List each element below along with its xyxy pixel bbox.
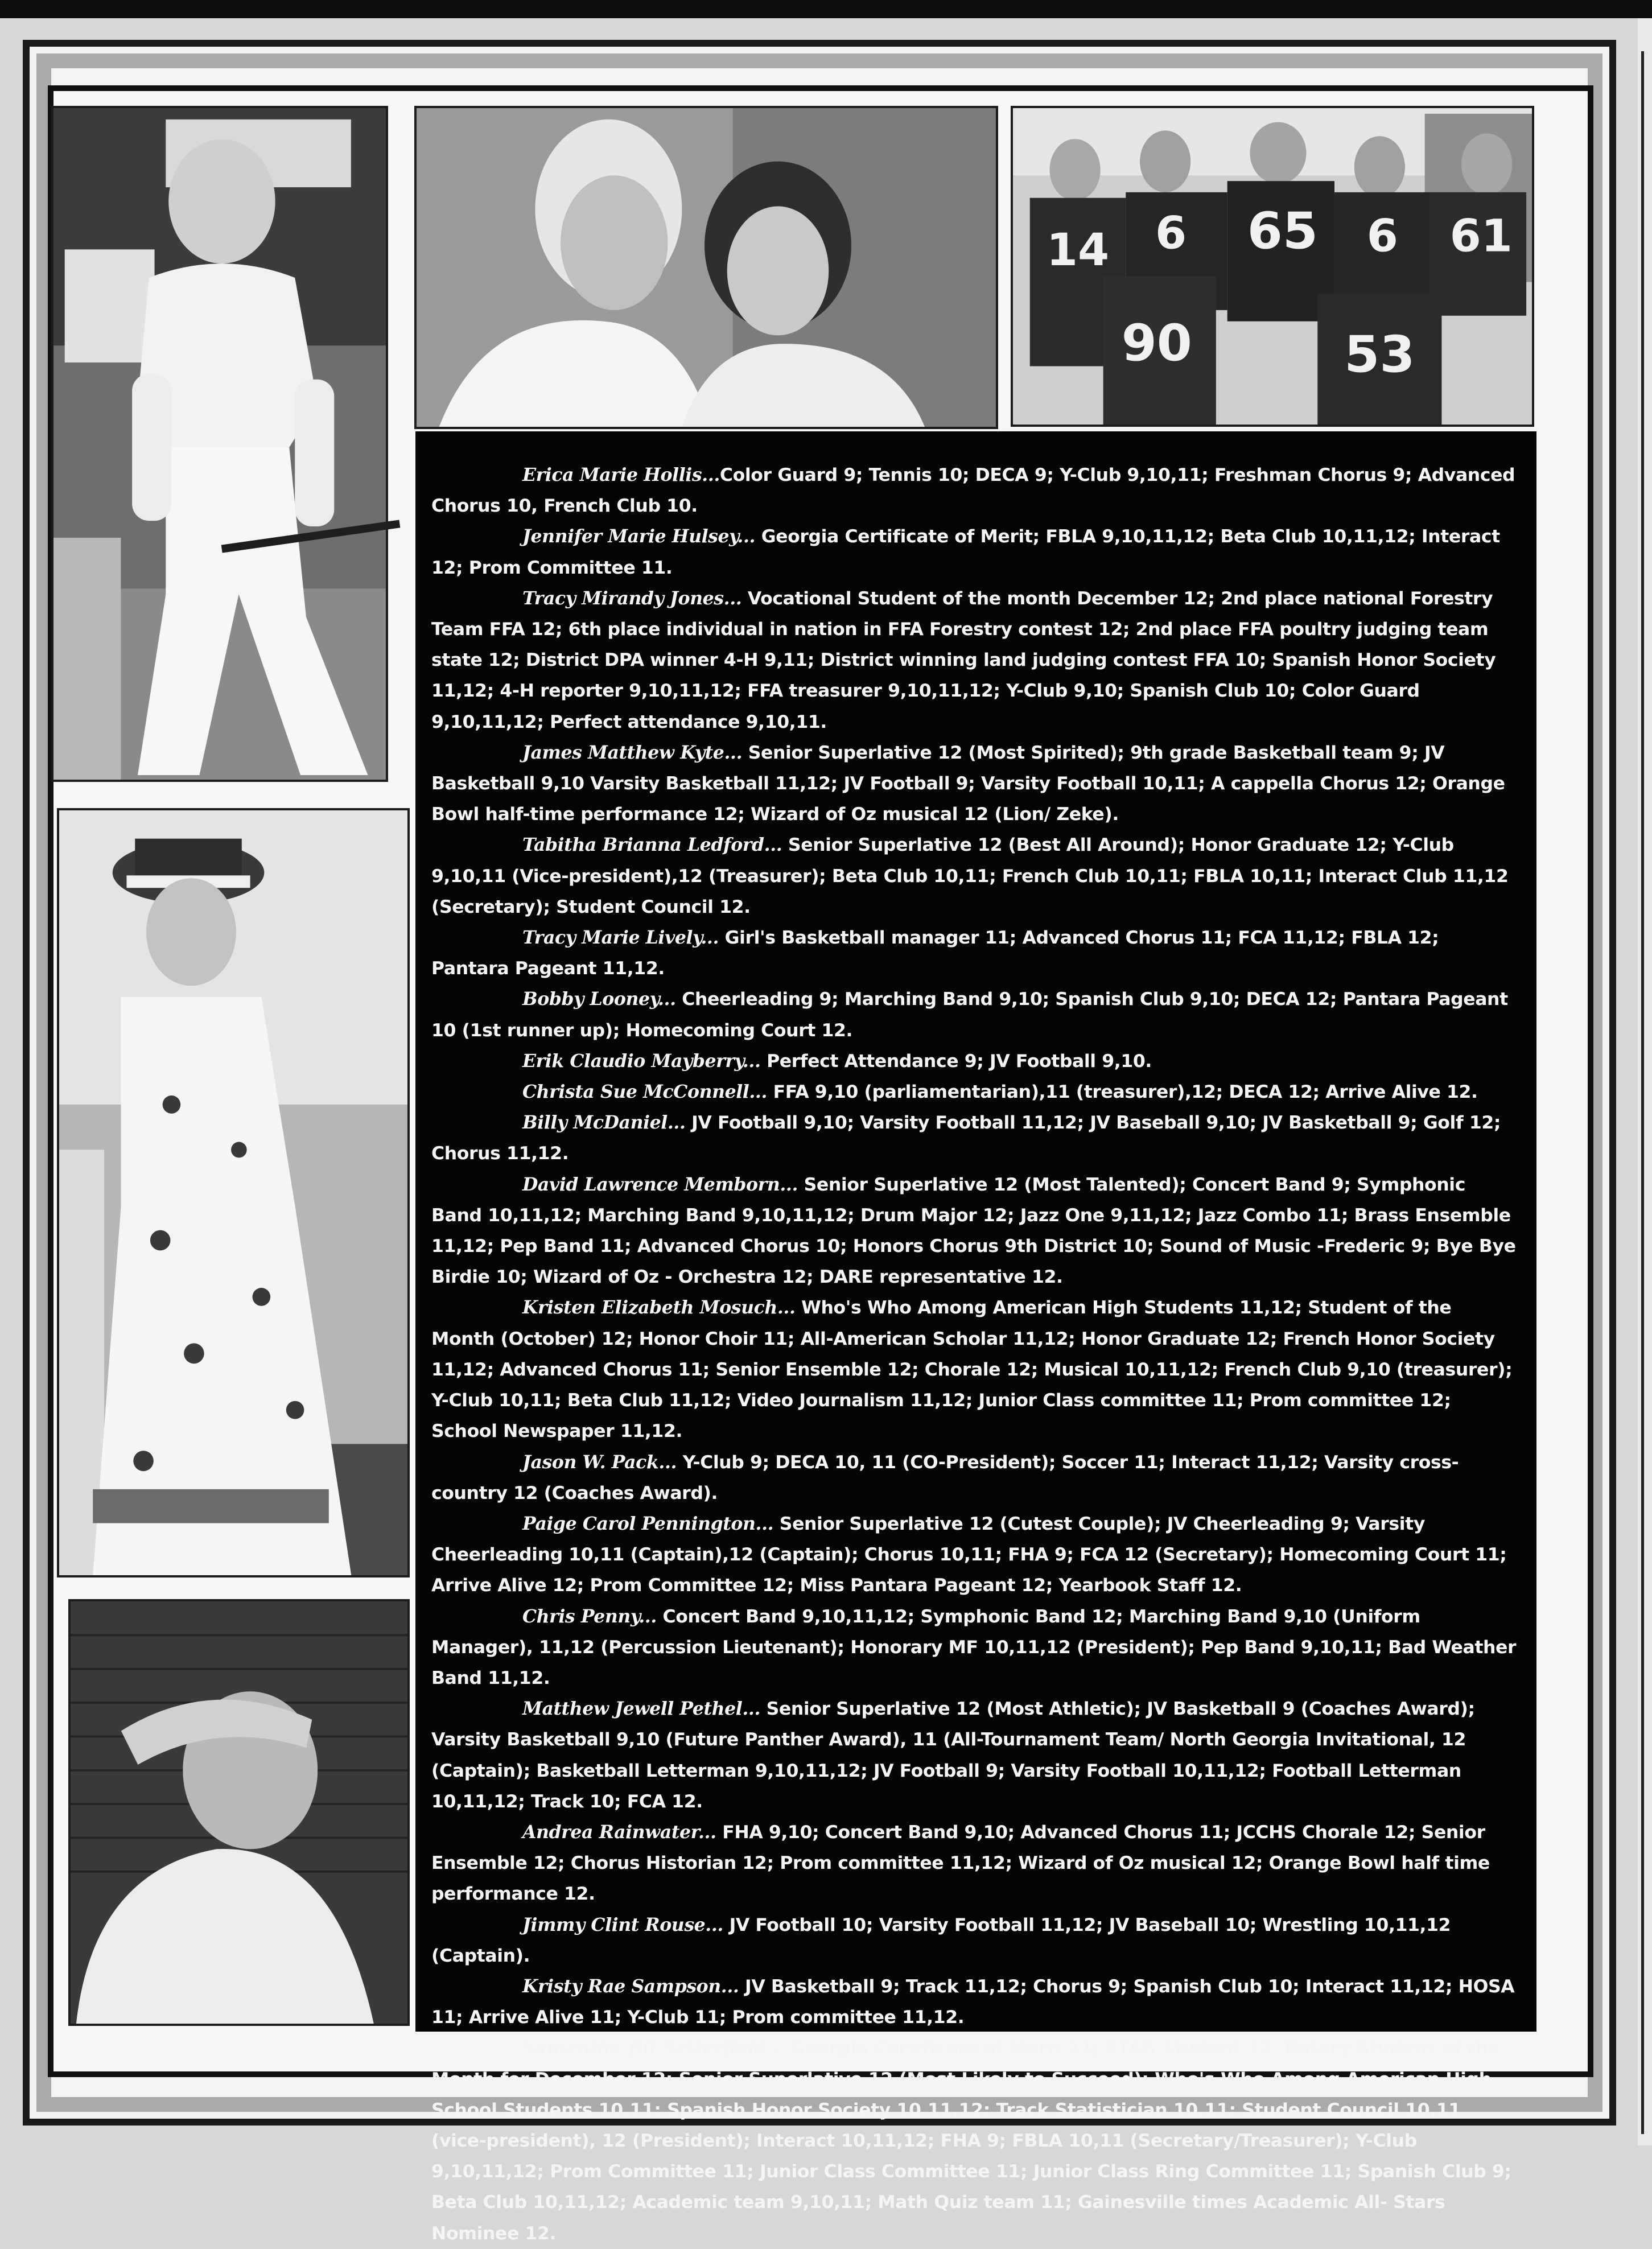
scan-right-line: [1641, 51, 1644, 2134]
student-activities: Senior Superlative 12 (Cutest Couple); JV Cheerleading 9; Varsity Cheerleading 10,11 (Captain),12 (Captain); Chorus 10,11; FHA 9; FCA 12 (Secretary); Homecoming Court 11; Arrive Alive 12; Prom Committee 12; Miss Pantara Pageant 12; Yearbook Staff 12.: [431, 1513, 1507, 1596]
student-name: Billy McDaniel...: [522, 1112, 686, 1134]
jersey-number: 6: [1366, 209, 1398, 262]
student-entry: [431, 1817, 1519, 1910]
student-name: David Lawrence Memborn...: [522, 1173, 798, 1195]
student-entry: [431, 2033, 1519, 2248]
student-activities: Girl's Basketball manager 11; Advanced Chorus 11; FCA 11,12; FBLA 12; Pantara Pageant 11,12.: [431, 928, 1439, 979]
student-entry: [431, 1509, 1519, 1601]
photo-football-players: [1011, 106, 1534, 427]
student-entry: [431, 521, 1519, 583]
student-entry: [431, 984, 1519, 1045]
student-name: Jason W. Pack...: [522, 1451, 677, 1473]
student-name: Jennifer Marie Hulsey...: [522, 526, 756, 547]
student-entry: [431, 1447, 1519, 1509]
student-entry: [431, 922, 1519, 984]
student-name: Matthew Jewell Pethel...: [522, 1698, 761, 1720]
student-entry: [431, 1910, 1519, 1971]
student-entry: [431, 583, 1519, 738]
student-entry: [431, 1601, 1519, 1694]
student-entry: [431, 1694, 1519, 1817]
photo-boy-saluting: [68, 1599, 410, 2026]
student-activities: Color Guard 9; Tennis 10; DECA 9; Y-Club 9,10,11; Freshman Chorus 9; Advanced Chorus 10, French Club 10.: [431, 465, 1515, 517]
student-activities: FHA 9,10; Concert Band 9,10; Advanced Chorus 11; JCCHS Chorale 12; Senior Ensemble 12; Chorus Historian 12; Prom committee 11,12; Wizard of Oz musical 12; Orange Bowl half time performance 12.: [431, 1822, 1490, 1905]
scan-right-edge: [1638, 18, 1652, 2145]
photo-boy-in-hat: [57, 808, 410, 1577]
scan-top-edge: [0, 0, 1652, 18]
jersey-number: 65: [1247, 201, 1318, 261]
student-entry: [431, 460, 1519, 521]
student-activities: Vocational Student of the month December 12; 2nd place national Forestry Team FFA 12; 6th place individual in nation in FFA Forestry contest 12; 2nd place FFA poultry judging team state 12; District DPA winner 4-H 9,11; District winning land judging contest FFA 10; Spanish Honor Society 11,12; 4-H reporter 9,10,11,12; FFA treasurer 9,10,11,12; Y-Club 9,10; Spanish Club 10; Color Guard 9,10,11,12; Perfect attendance 9,10,11.: [431, 588, 1496, 732]
photo-boy-walking: [51, 106, 388, 782]
student-name: Chris Penny...: [522, 1605, 657, 1627]
student-name: Kristy Rae Sampson...: [522, 1975, 739, 1997]
student-activities: Senior Superlative 12 (Most Athletic); JV Basketball 9 (Coaches Award); Varsity Basketball 9,10 (Future Panther Award), 11 (All-Tournament Team/ North Georgia Invitational, 12 (Captain); Basketball Letterman 9,10,11,12; JV Football 9; Varsity Football 10,11,12; Football Letterman 10,11,12; Track 10; FCA 12.: [431, 1699, 1475, 1812]
student-activities: Y-Club 9; DECA 10, 11 (CO-President); Soccer 11; Interact 11,12; Varsity cross-country 12 (Coaches Award).: [431, 1452, 1459, 1504]
student-name: Jimmy Clint Rouse...: [522, 1914, 723, 1935]
student-activities: Perfect Attendance 9; JV Football 9,10.: [760, 1051, 1152, 1072]
jersey-number: 61: [1449, 209, 1513, 262]
student-activities: Concert Band 9,10,11,12; Symphonic Band 12; Marching Band 9,10 (Uniform Manager), 11,12 (Percussion Lieutenant); Honorary MF 10,11,12 (President); Pep Band 9,10,11; Bad Weather Band 11,12.: [431, 1606, 1517, 1688]
student-entry: [431, 830, 1519, 922]
student-entry: [431, 1046, 1519, 1077]
photo-two-girls: [414, 106, 998, 429]
student-name: Kristen Elizabeth Mosuch...: [522, 1297, 796, 1319]
student-entry: [431, 1077, 1519, 1107]
student-activities: Georgia Certificate of Merit; FBLA 9,10,11,12; Beta Club 10,11,12; Interact 12; Prom Committee 11.: [431, 526, 1500, 578]
student-activities: Senior Superlative 12 (Most Talented); Concert Band 9; Symphonic Band 10,11,12; Marching Band 9,10,11,12; Drum Major 12; Jazz One 9,11,12; Jazz Combo 11; Brass Ensemble 11,12; Pep Band 11; Advanced Chorus 10; Honors Chorus 9th District 10; Sound of Music -Frederic 9; Bye Bye Birdie 10; Wizard of Oz - Orchestra 12; DARE representative 12.: [431, 1174, 1516, 1288]
student-name: Tracy Marie Lively...: [522, 927, 719, 949]
student-entry: [431, 1971, 1519, 2033]
student-activities: Senior Superlative 12 (Most Spirited); 9th grade Basketball team 9; JV Basketball 9,10 Varsity Basketball 11,12; JV Football 9; Varsity Football 10,11; A cappella Chorus 12; Orange Bowl half-time performance 12; Wizard of Oz musical 12 (Lion/ Zeke).: [431, 742, 1505, 825]
student-name: Andrea Rainwater...: [522, 1821, 716, 1843]
student-name: Erik Claudio Mayberry...: [522, 1050, 761, 1072]
student-entry: [431, 1169, 1519, 1293]
student-name: Paige Carol Pennington...: [522, 1513, 774, 1534]
student-activities: Cheerleading 9; Marching Band 9,10; Spanish Club 9,10; DECA 12; Pantara Pageant 10 (1st runner up); Homecoming Court 12.: [431, 989, 1508, 1041]
student-activities: JV Football 10; Varsity Football 11,12; JV Baseball 10; Wrestling 10,11,12 (Captain).: [431, 1914, 1451, 1966]
student-name: Tracy Mirandy Jones...: [522, 587, 742, 609]
jersey-number: 6: [1155, 207, 1187, 260]
student-activities: JV Football 9,10; Varsity Football 11,12; JV Baseball 9,10; JV Basketball 9; Golf 12; Chorus 11,12.: [431, 1113, 1501, 1164]
student-name: Bobby Looney...: [522, 988, 676, 1010]
student-name: Christa Sue McConnell...: [522, 1081, 768, 1103]
student-name: Samantha Jill Satterfield...: [522, 2037, 785, 2059]
student-activities: Georgia Certificate of Merit 11; STAR Student 12; Rotary Student of the Month for December 12; Senior Superlative 12 (Most Likely to Succeed); Who's Who Among American High School Students 10,11; Spanish Honor Society 10,11,12; Track Statistician 10,11; Student Council 10,11 (vice-president), 12 (President); Interact 10,11,12; FHA 9; FBLA 10,11 (Secretary/Treasurer); Y-Club 9,10,11,12; Prom Committee 11; Junior Class Committee 11; Junior Class Ring Committee 11; Spanish Club 9; Beta Club 10,11,12; Academic team 9,10,11; Math Quiz team 11; Gainesville times Academic All- Stars Nominee 12.: [431, 2038, 1511, 2244]
student-name: James Matthew Kyte...: [522, 742, 743, 763]
senior-activities-text: [415, 431, 1536, 2244]
student-name: Tabitha Brianna Ledford...: [522, 834, 782, 856]
student-name: Erica Marie Hollis...: [522, 464, 720, 485]
jersey-number: 14: [1046, 224, 1110, 276]
student-activities: FFA 9,10 (parliamentarian),11 (treasurer),12; DECA 12; Arrive Alive 12.: [767, 1082, 1478, 1103]
jersey-number: 53: [1344, 324, 1415, 384]
jersey-number: 90: [1121, 313, 1192, 373]
student-entry: [431, 738, 1519, 830]
student-activities: JV Basketball 9; Track 11,12; Chorus 9; Spanish Club 10; Interact 11,12; HOSA 11; Arrive Alive 11; Y-Club 11; Prom committee 11,12.: [431, 1976, 1515, 2028]
student-entry: [431, 1107, 1519, 1169]
student-activities: Who's Who Among American High Students 11,12; Student of the Month (October) 12; Honor Choir 11; All-American Scholar 11,12; Honor Graduate 12; French Honor Society 11,12; Advanced Chorus 11; Senior Ensemble 12; Chorale 12; Musical 10,11,12; French Club 9,10 (treasurer); Y-Club 10,11; Beta Club 11,12; Video Journalism 11,12; Junior Class committee 11; Prom committee 12; School Newspaper 11,12.: [431, 1298, 1513, 1442]
student-activities: Senior Superlative 12 (Best All Around); Honor Graduate 12; Y-Club 9,10,11 (Vice-president),12 (Treasurer); Beta Club 10,11; French Club 10,11; FBLA 10,11; Interact Club 11,12 (Secretary); Student Council 12.: [431, 835, 1509, 917]
student-entry: [431, 1292, 1519, 1447]
